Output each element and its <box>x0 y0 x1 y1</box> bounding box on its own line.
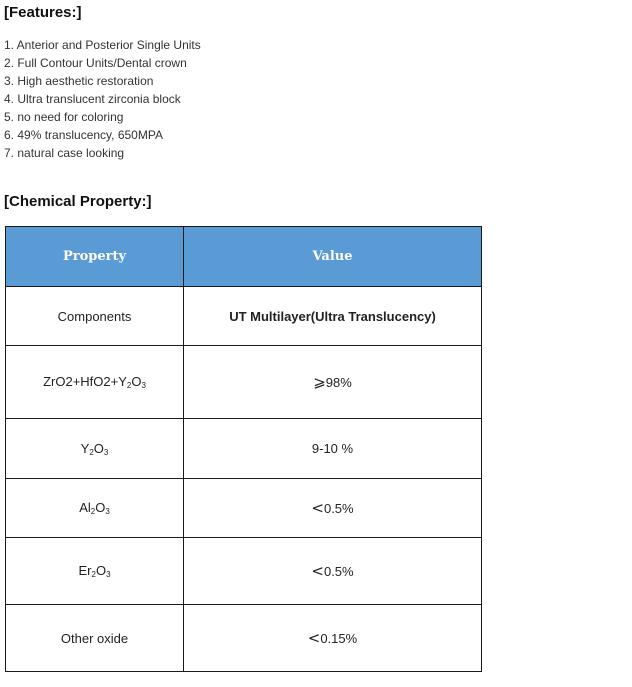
property-formula: ZrO2+HfO2+Y <box>43 374 127 389</box>
feature-item-6: 6. 49% translucency, 650MPA <box>4 128 163 142</box>
feature-item-5: 5. no need for coloring <box>4 110 124 124</box>
table-row <box>6 419 482 479</box>
comparison-symbol: < <box>311 499 324 517</box>
subscript: 2 <box>91 570 96 579</box>
table-row <box>6 605 482 672</box>
table-row <box>6 346 482 419</box>
property-formula: Er <box>78 563 92 578</box>
feature-item-7: 7. natural case looking <box>4 146 125 160</box>
subscript: 3 <box>141 381 146 390</box>
property-cell <box>6 419 184 479</box>
feature-item-2: 2. Full Contour Units/Dental crown <box>4 56 187 70</box>
value-text: 98% <box>325 375 352 390</box>
property-formula: Y <box>80 440 90 456</box>
comparison-symbol: < <box>311 562 324 580</box>
property-cell <box>6 538 184 605</box>
value-cell <box>184 346 482 419</box>
feature-item-3: 3. High aesthetic restoration <box>4 74 154 88</box>
property-cell: Components <box>6 287 184 346</box>
chemical-property-table <box>5 226 482 672</box>
property-formula: Al <box>79 500 91 515</box>
column-header-property: Property <box>6 227 184 287</box>
property-cell: Other oxide <box>6 605 184 672</box>
value-cell <box>184 538 482 605</box>
property-cell <box>6 346 184 419</box>
subscript: 2 <box>90 507 96 516</box>
subscript: 2 <box>126 381 132 390</box>
chemical-property-heading: [Chemical Property:] <box>4 193 152 210</box>
subscript: 3 <box>106 570 111 579</box>
value-text: 9-10 % <box>311 441 354 456</box>
value-cell: UT Multilayer(Ultra Translucency) <box>184 287 482 346</box>
value-text: 0.5% <box>323 564 354 579</box>
table-row <box>6 538 482 605</box>
property-formula: O <box>95 563 107 578</box>
subscript: 3 <box>105 507 110 516</box>
table-row <box>6 287 482 346</box>
feature-item-4: 4. Ultra translucent zirconia block <box>4 92 181 106</box>
column-header-value: Value <box>184 227 482 287</box>
value-text: 0.5% <box>323 501 354 516</box>
property-formula: O <box>95 500 106 515</box>
value-cell <box>184 605 482 672</box>
comparison-symbol: ⩾ <box>313 373 326 391</box>
subscript: 2 <box>89 447 94 457</box>
feature-item-1: 1. Anterior and Posterior Single Units <box>4 38 201 52</box>
value-cell <box>184 419 482 479</box>
property-formula: O <box>93 440 104 456</box>
value-cell <box>184 479 482 538</box>
comparison-symbol: < <box>307 629 321 647</box>
features-heading: [Features:] <box>4 4 82 21</box>
table-row <box>6 479 482 538</box>
table-header-row <box>6 227 482 287</box>
property-formula: O <box>131 374 142 389</box>
property-cell <box>6 479 184 538</box>
features-list <box>4 36 201 162</box>
value-text: 0.15% <box>320 631 358 646</box>
subscript: 3 <box>103 447 109 457</box>
